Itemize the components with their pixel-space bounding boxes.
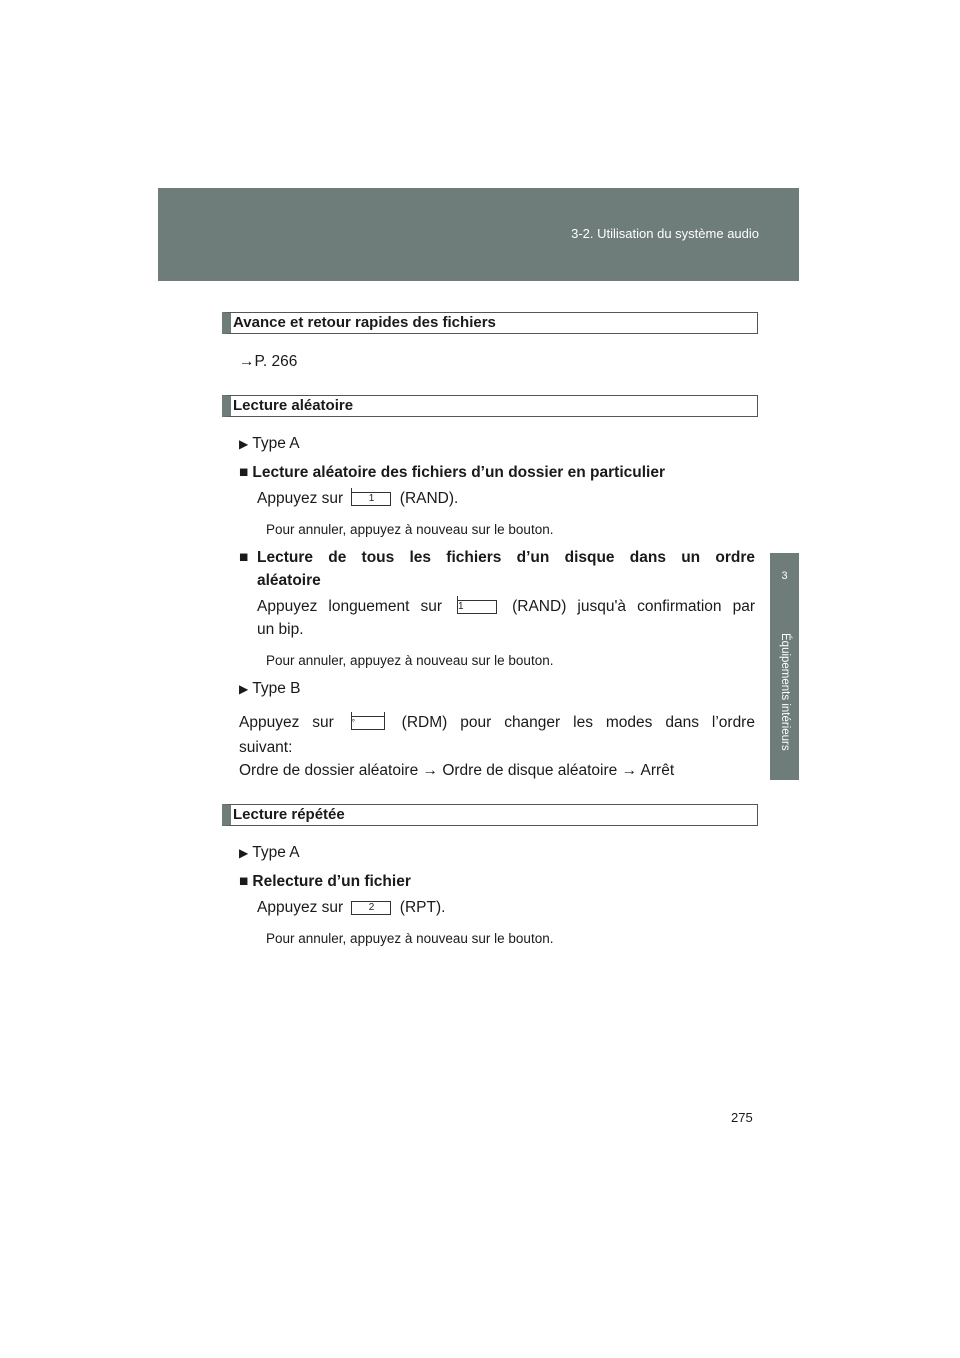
button-1-icon: 1 bbox=[351, 492, 391, 506]
arrow: → bbox=[422, 762, 439, 779]
instruction-rpt: Appuyez sur 2 (RPT). bbox=[257, 899, 446, 916]
instruction-rdm: Appuyez sur ° (RDM) pour changer les modes dans l’ordre bbox=[239, 714, 755, 731]
type-b-label: ▶ Type B bbox=[239, 680, 301, 697]
chapter-label: Équipements intérieurs bbox=[779, 633, 791, 751]
page-reference bbox=[239, 352, 297, 372]
arrow: → bbox=[621, 762, 638, 779]
chapter-side-tab bbox=[770, 553, 799, 780]
instruction-rdm-cont: suivant: bbox=[239, 739, 293, 756]
note-cancel: Pour annuler, appuyez à nouveau sur le bouton. bbox=[266, 931, 554, 946]
square-bullet-icon: ■ bbox=[239, 549, 249, 566]
page-number: 275 bbox=[731, 1110, 753, 1125]
subheading-disc-random: Lecture de tous les fichiers d’un disque dans un ordre bbox=[257, 549, 755, 566]
square-bullet-icon: ■ bbox=[239, 464, 249, 481]
triangle-icon: ▶ bbox=[239, 846, 249, 860]
button-1-icon: 1 bbox=[457, 600, 497, 614]
ref-link[interactable]: P. 266 bbox=[254, 353, 298, 370]
note-cancel: Pour annuler, appuyez à nouveau sur le bouton. bbox=[266, 522, 554, 537]
square-bullet-icon: ■ bbox=[239, 873, 249, 890]
note-cancel: Pour annuler, appuyez à nouveau sur le bouton. bbox=[266, 653, 554, 668]
instruction-rand: Appuyez sur 1 (RAND). bbox=[257, 490, 459, 507]
mode-sequence: Ordre de dossier aléatoire → Ordre de disque aléatoire → Arrêt bbox=[239, 762, 675, 779]
triangle-icon: ▶ bbox=[239, 437, 249, 451]
chapter-number: 3 bbox=[781, 570, 788, 582]
arrow: → bbox=[239, 353, 255, 370]
subheading-folder-random: ■ Lecture aléatoire des fichiers d’un dossier en particulier bbox=[239, 464, 665, 481]
instruction-long-press: Appuyez longuement sur 1 (RAND) jusqu'à confirmation par bbox=[257, 598, 755, 615]
heading-random: Lecture aléatoire bbox=[222, 395, 758, 417]
rdm-knob-icon: ° bbox=[351, 716, 385, 730]
triangle-icon: ▶ bbox=[239, 682, 249, 696]
subheading-repeat-file: ■ Relecture d’un fichier bbox=[239, 873, 411, 890]
section-title: 3-2. Utilisation du système audio bbox=[571, 226, 759, 241]
type-a-label: ▶ Type A bbox=[239, 435, 300, 452]
button-2-icon: 2 bbox=[351, 901, 391, 915]
heading-fast-forward: Avance et retour rapides des fichiers bbox=[222, 312, 758, 334]
header-band bbox=[158, 188, 799, 281]
type-a-label: ▶ Type A bbox=[239, 844, 300, 861]
instruction-long-press-cont: un bip. bbox=[257, 621, 304, 638]
heading-repeat: Lecture répétée bbox=[222, 804, 758, 826]
subheading-disc-random-cont: aléatoire bbox=[257, 572, 321, 589]
